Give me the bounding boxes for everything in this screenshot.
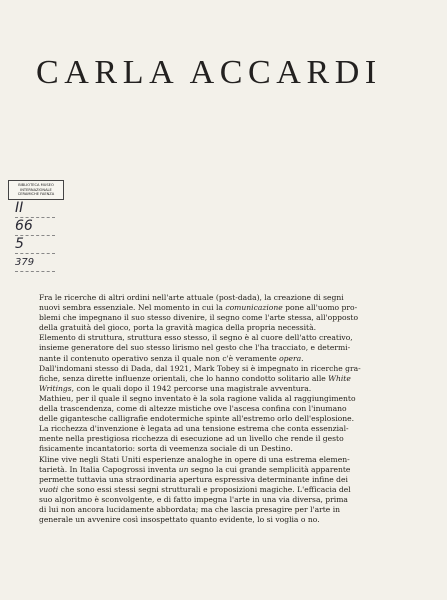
handwritten-line: 5 (15, 236, 55, 254)
paragraph (39, 364, 432, 394)
text-line: Fra le ricerche di altri ordini nell'arte attuale (post-dada), la creazione di segni (39, 293, 344, 302)
text-line: Kline vive negli Stati Uniti esperienze analoghe in opere di una estrema elemen- (39, 454, 350, 464)
text-line: Dall'indomani stesso di Dada, dal 1921, Mark Tobey si è impegnato in ricerche gra- (39, 363, 361, 373)
text-line: permette tuttavia una straordinaria apertura espressiva determinante infine dei (39, 474, 348, 484)
text-line: nante il contenuto operativo senza il quale non c'è veramente opera. (39, 353, 304, 363)
paragraph (39, 394, 432, 424)
text-line: tarietà. In Italia Capogrossi inventa un segno la cui grande semplicità apparente (39, 464, 351, 474)
handwritten-line: II (15, 200, 55, 218)
text-line: generale un avvenire così insospettato quanto evidente, lo si voglia o no. (39, 515, 320, 525)
text-line: di lui non ancora lucidamente abbordata; ma che lascia presagire per l'arte in (39, 504, 341, 514)
text-line: fisicamente incantatorio: sorta di veemenza sociale di un Destino. (39, 444, 293, 454)
library-stamp (8, 180, 64, 272)
text-line: insieme generatore del suo stesso lirismo nel gesto che l'ha tracciato, e determi- (39, 343, 351, 353)
essay-text (39, 293, 432, 525)
text-line: delle gigantesche calligrafie endotermiche spinte all'estremo orlo dell'esplosione. (39, 414, 355, 424)
text-line: fiche, senza dirette influenze orientali, che lo hanno condotto solitario alle White (39, 373, 351, 383)
stamp-line: INTERNAZIONALE (20, 187, 52, 192)
stamp-line: CERAMICHE FAENZA (17, 192, 55, 197)
text-line: nuovi sembra essenziale. Nel momento in cui la comunicazione pone all'uomo pro- (39, 303, 358, 313)
text-line: vuoti che sono essi stessi segni strutturali e proposizioni magiche. L'efficacia del (39, 484, 351, 494)
text-line: suo algoritmo è sconvolgente, e di fatto impegna l'arte in una via diversa, prima (39, 494, 348, 504)
handwritten-line: 66 (15, 218, 55, 236)
stamp-line: BIBLIOTECA MUSEO (18, 183, 54, 187)
paragraph (39, 455, 432, 526)
handwritten-line: 379 (15, 254, 55, 272)
text-line: La ricchezza d'invenzione è legata ad una tensione estrema che conta essenzial- (39, 424, 349, 434)
text-line: Writings, con le quali dopo il 1942 percorse una magistrale avventura. (39, 383, 312, 393)
text-line: della trascendenza, come di altezze mistiche ove l'ascesa confina con l'inumano (39, 404, 347, 414)
text-line: blemi che impegnano il suo stesso divenire, il segno come l'arte stessa, all'opposto (39, 313, 359, 323)
text-line: Mathieu, per il quale il segno inventato è la sola ragione valida al raggiungimento (39, 393, 356, 403)
stamp-label (8, 180, 64, 200)
page-title: CARLA ACCARDI (36, 54, 382, 91)
handwritten-catalog-number (8, 200, 64, 272)
text-line: mente nella prestigiosa ricchezza di esecuzione ad un livello che rende il gesto (39, 434, 344, 444)
paragraph (39, 293, 432, 333)
text-line: Elemento di struttura, struttura esso stesso, il segno è al cuore dell'atto creativo, (39, 333, 353, 343)
text-line: della gratuità del gioco, porta la gravità magica della propria necessità. (39, 323, 317, 333)
paragraph (39, 424, 432, 454)
paragraph (39, 333, 432, 363)
